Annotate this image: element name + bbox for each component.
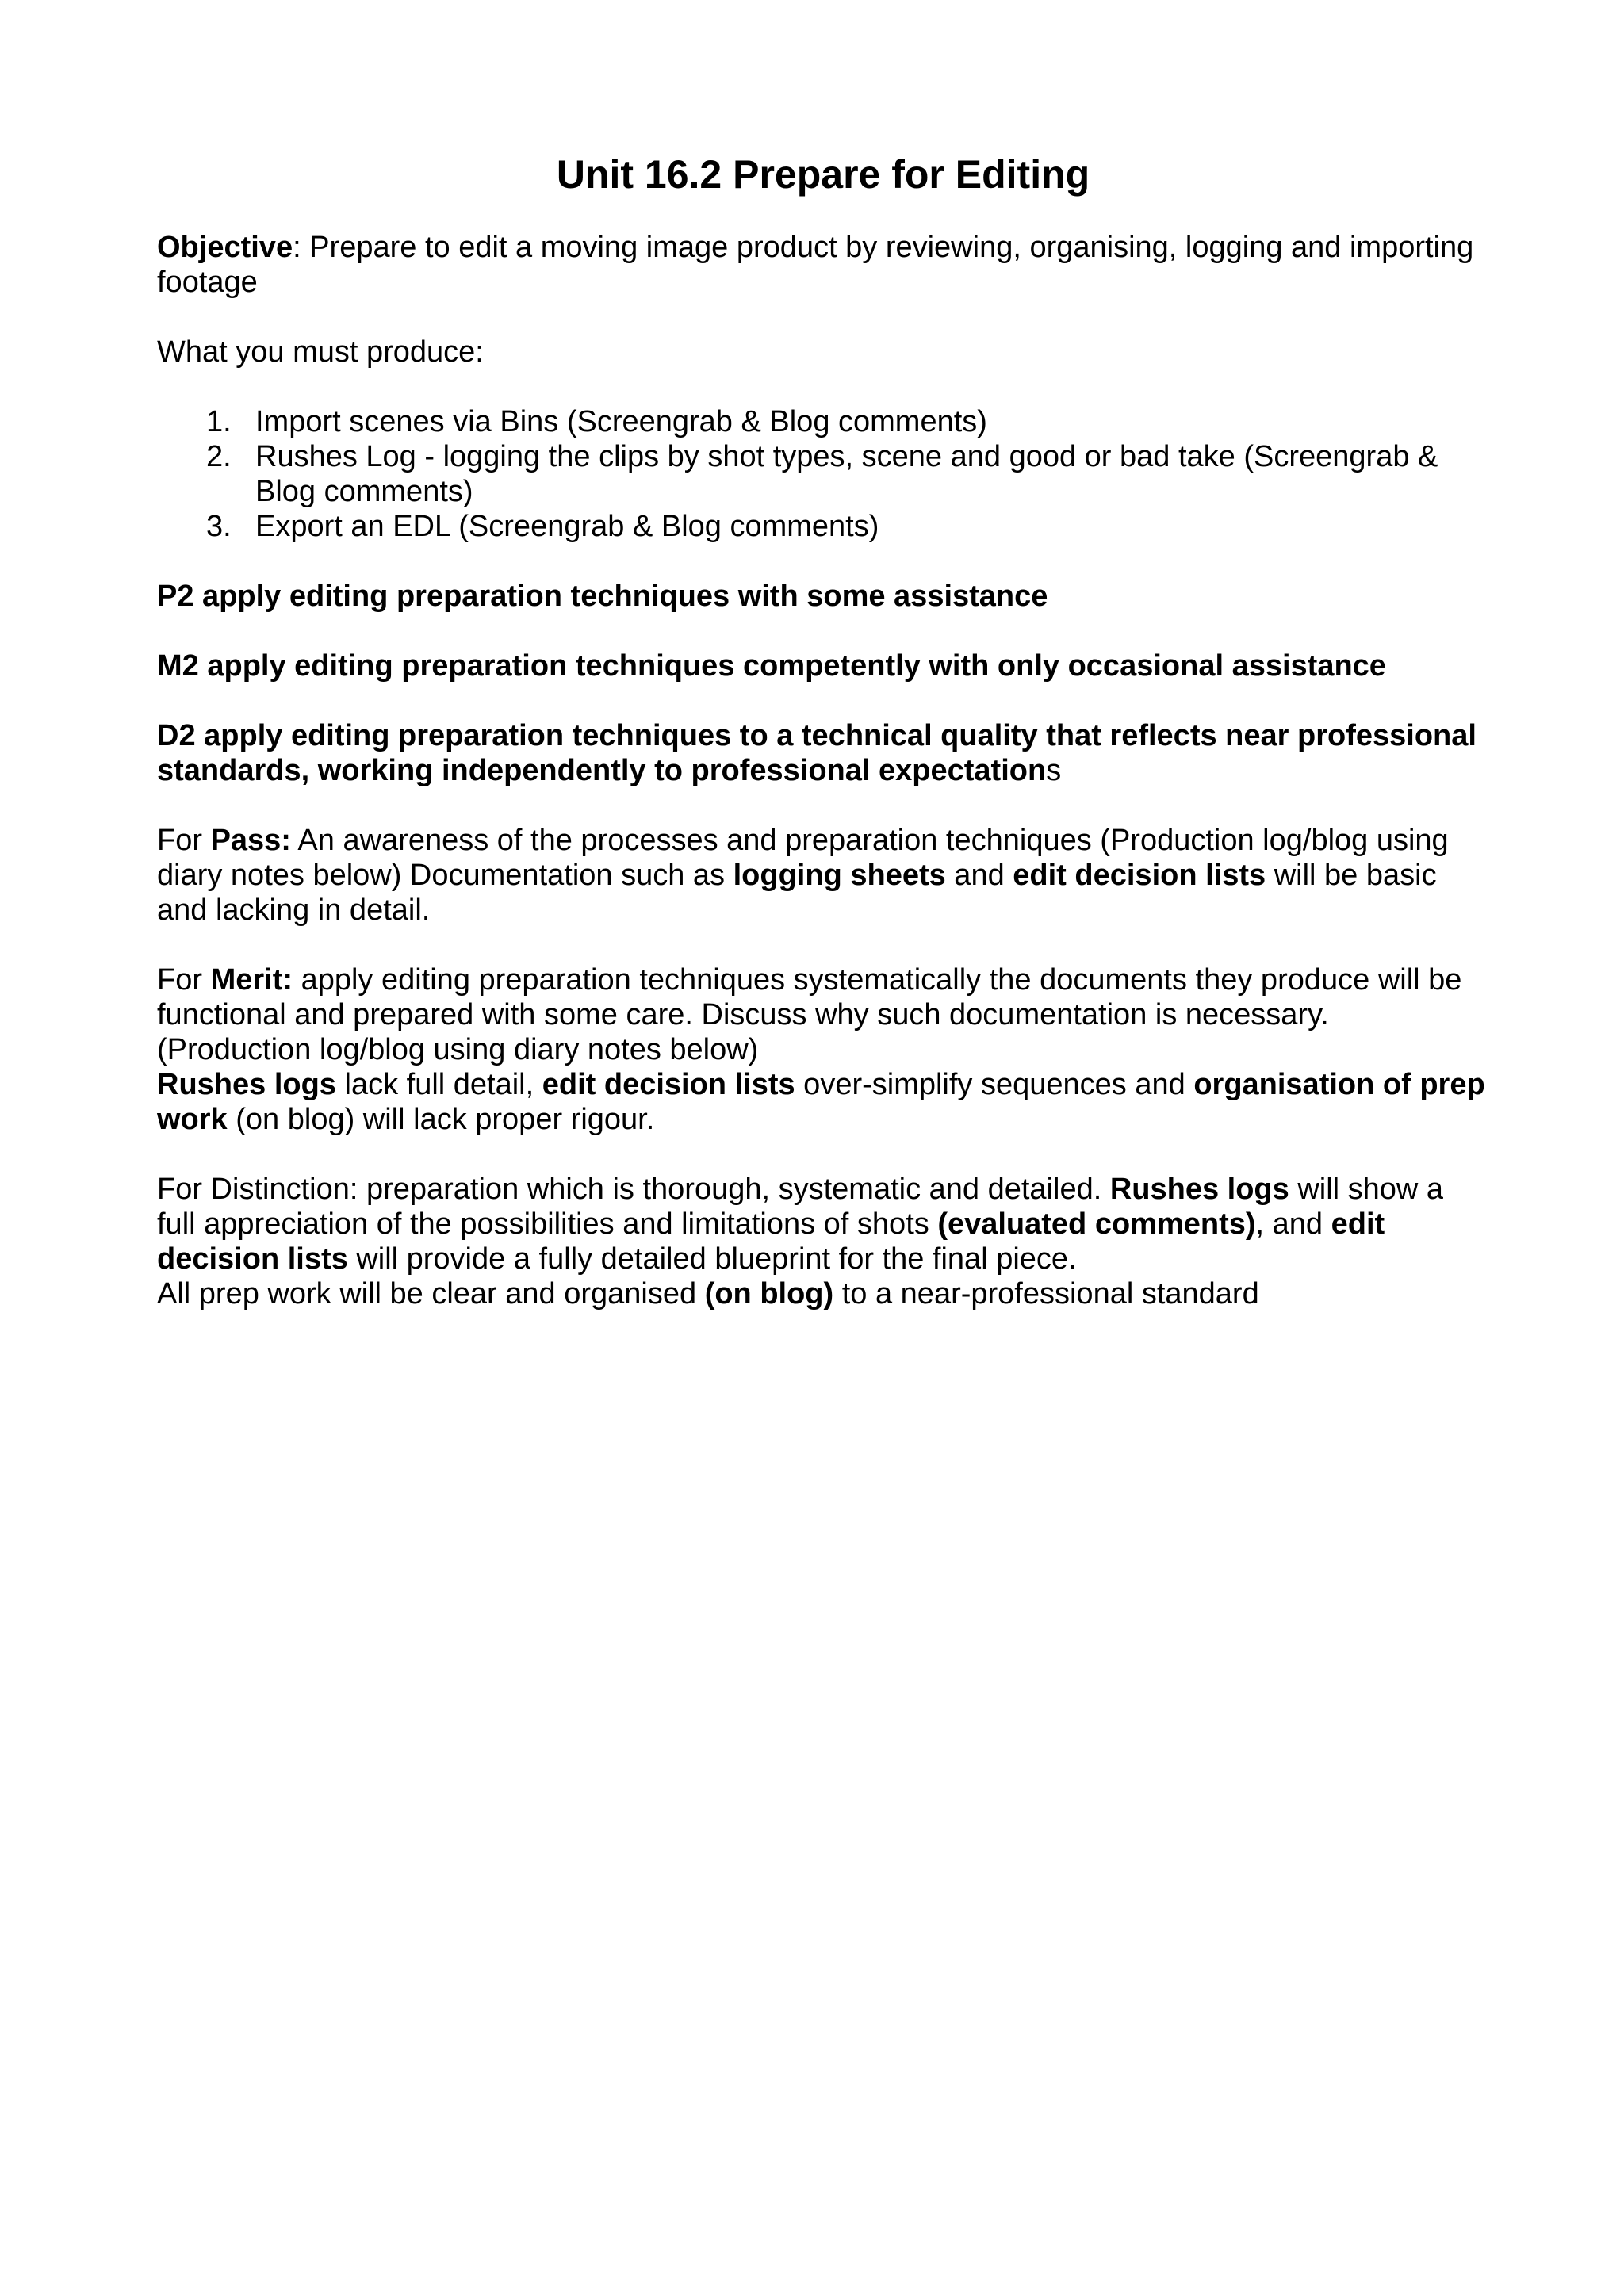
- objective-text: : Prepare to edit a moving image product by reviewing, organising, logging and importing footage: [157, 231, 1474, 299]
- merit-paragraph: [157, 962, 1489, 1067]
- merit-label: Merit:: [210, 963, 293, 997]
- pass-label: Pass:: [210, 824, 291, 857]
- list-item-number: 1.: [206, 405, 232, 438]
- pass-paragraph: [157, 823, 1489, 928]
- distinction-line2-text-1: All prep work will be clear and organised: [157, 1277, 705, 1311]
- distinction-bold-evaluated: (evaluated comments): [937, 1207, 1256, 1241]
- merit-pre: For: [157, 963, 211, 997]
- produce-heading: What you must produce:: [157, 335, 484, 369]
- pass-text-1: An awareness of the processes and preparation techniques (Production log/blog using diary notes below) Documentation such as: [157, 824, 1449, 892]
- distinction-bold-rushes-logs: Rushes logs: [1109, 1173, 1289, 1206]
- list-item-text: Rushes Log - logging the clips by shot types, scene and good or bad take (Screengrab & Blog comments): [255, 440, 1438, 508]
- list-item: [157, 404, 1489, 439]
- list-item-number: 3.: [206, 510, 232, 543]
- pass-bold-edl: edit decision lists: [1013, 859, 1266, 892]
- merit-text-1: apply editing preparation techniques systematically the documents they produce will be functional and prepared with some care. Discuss why such documentation is necessary. (Production log/blog using diary notes below): [157, 963, 1462, 1066]
- merit-bold-edl: edit decision lists: [542, 1068, 795, 1101]
- distinction-text-2: will show a full appreciation of the possibilities and limitations of shots: [157, 1173, 1444, 1241]
- objective-paragraph: [157, 230, 1489, 300]
- distinction-text-3: , and: [1255, 1207, 1331, 1241]
- criteria-d2-tail: s: [1046, 754, 1062, 787]
- objective-label: Objective: [157, 231, 293, 264]
- distinction-line2-text-2: to a near-professional standard: [833, 1277, 1259, 1311]
- list-item: [157, 439, 1489, 509]
- pass-bold-logging-sheets: logging sheets: [733, 859, 946, 892]
- criteria-d2-bold: D2 apply editing preparation techniques to a technical quality that reflects near professional standards, working independently to professional expectation: [157, 719, 1477, 787]
- document-page: [157, 151, 1489, 1311]
- merit-text-2: lack full detail,: [335, 1068, 542, 1101]
- list-item-number: 2.: [206, 440, 232, 473]
- merit-text-3: over-simplify sequences and: [795, 1068, 1194, 1101]
- distinction-text-4: will provide a fully detailed blueprint for the final piece.: [347, 1242, 1077, 1276]
- criteria-m2: M2 apply editing preparation techniques competently with only occasional assistance: [157, 649, 1386, 683]
- distinction-line2-bold: (on blog): [704, 1277, 834, 1311]
- page-title: Unit 16.2 Prepare for Editing: [556, 152, 1090, 197]
- merit-text-4: (on blog) will lack proper rigour.: [227, 1103, 655, 1136]
- merit-paragraph-2: [157, 1067, 1489, 1137]
- list-item-text: Export an EDL (Screengrab & Blog comments): [255, 510, 879, 543]
- distinction-paragraph: [157, 1172, 1489, 1276]
- criteria-p2: P2 apply editing preparation techniques with some assistance: [157, 580, 1048, 613]
- distinction-bold-edl: edit decision lists: [157, 1207, 1385, 1276]
- pass-pre: For: [157, 824, 211, 857]
- criteria-d2: [157, 718, 1489, 788]
- merit-bold-organisation: organisation of prep work: [157, 1068, 1485, 1136]
- produce-list: [157, 404, 1489, 544]
- distinction-text-1: For Distinction: preparation which is thorough, systematic and detailed.: [157, 1173, 1110, 1206]
- list-item-text: Import scenes via Bins (Screengrab & Blog comments): [255, 405, 987, 438]
- pass-text-3: will be basic and lacking in detail.: [157, 859, 1437, 927]
- distinction-paragraph-2: [157, 1276, 1489, 1311]
- merit-bold-rushes-logs: Rushes logs: [157, 1068, 336, 1101]
- list-item: [157, 509, 1489, 544]
- pass-text-2: and: [945, 859, 1013, 892]
